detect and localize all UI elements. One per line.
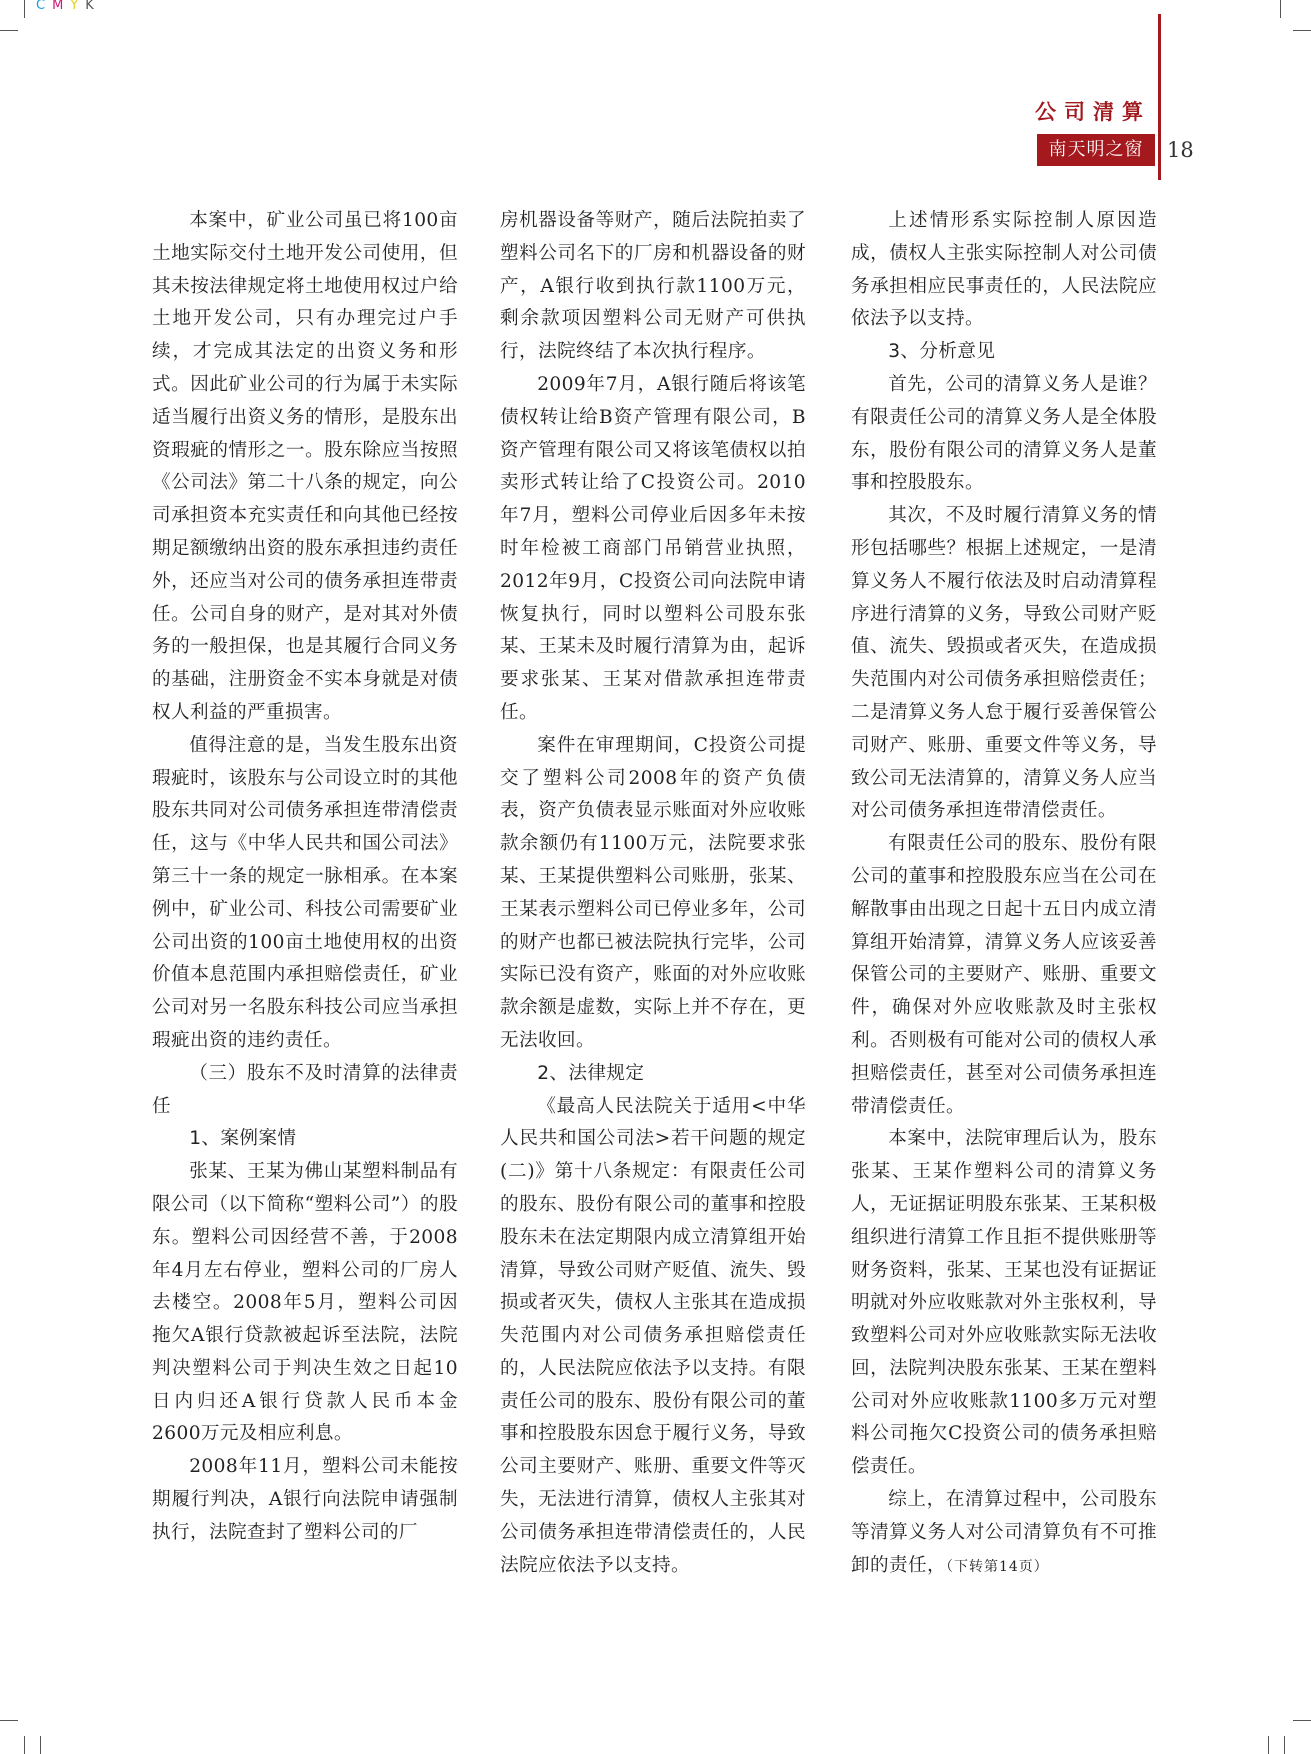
paragraph-text: 上述情形系实际控制人原因造成，债权人主张实际控制人对公司债务承担相应民事责任的，人民法院应依法予以支持。	[851, 210, 1157, 330]
paragraph-text: 综上，在清算过程中，公司股东等清算义务人对公司清算负有不可推卸的责任，	[851, 1489, 1157, 1576]
paragraph	[152, 730, 458, 1058]
crop-mark	[1268, 1736, 1269, 1754]
paragraph-text: 案件在审理期间，C投资公司提交了塑料公司2008年的资产负债表，资产负债表显示账面对外应收账款余额仍有1100万元，法院要求张某、王某提供塑料公司账册，张某、王某表示塑料公司已停业多年，公司的财产也都已被法院执行完毕，公司实际已没有资产，账面的对外应收账款余额是虚数，实际上并不存在，更无法收回。	[500, 734, 806, 1051]
paragraph	[152, 1156, 458, 1451]
paragraph	[851, 1484, 1157, 1583]
crop-mark	[40, 1736, 41, 1754]
cmyk-y: Y	[70, 0, 86, 13]
paragraph-text: （三）股东不及时清算的法律责任	[152, 1062, 458, 1117]
header-vertical-rule	[1158, 14, 1161, 180]
paragraph-text: 本案中，法院审理后认为，股东张某、王某作塑料公司的清算义务人，无证据证明股东张某、王某积极组织进行清算工作且拒不提供账册等财务资料，张某、王某也没有证据证明就对外应收账款对外主张权利，导致塑料公司对外应收账款实际无法收回，法院判决股东张某、王某在塑料公司对外应收账款1100多万元对塑料公司拖欠C投资公司的债务承担赔偿责任。	[851, 1128, 1157, 1478]
paragraph-text: 2009年7月，A银行随后将该笔债权转让给B资产管理有限公司，B资产管理有限公司又将该笔债权以拍卖形式转让给了C投资公司。2010年7月，塑料公司停业后因多年未按时年检被工商部门吊销营业执照，2012年9月，C投资公司向法院申请恢复执行，同时以塑料公司股东张某、王某未及时履行清算为由，起诉要求张某、王某对借款承担连带责任。	[500, 373, 806, 723]
paragraph	[851, 205, 1157, 336]
paragraph	[152, 1451, 458, 1549]
paragraph-text: 2、法律规定	[537, 1062, 645, 1084]
section-heading	[152, 1123, 458, 1156]
paragraph-text: 1、案例案情	[189, 1128, 297, 1150]
subsection-heading	[152, 1058, 458, 1124]
crop-mark	[24, 0, 25, 18]
text-column-2	[500, 205, 806, 1582]
paragraph-text: 值得注意的是，当发生股东出资瑕疵时，该股东与公司设立时的其他股东共同对公司债务承担连带清偿责任，这与《中华人民共和国公司法》第三十一条的规定一脉相承。在本案例中，矿业公司、科技公司需要矿业公司出资的100亩土地使用权的出资价值本息范围内承担赔偿责任，矿业公司对另一名股东科技公司应当承担瑕疵出资的违约责任。	[152, 734, 458, 1051]
text-column-3	[851, 205, 1157, 1583]
text-column-1	[152, 205, 458, 1550]
section-title: 公司清算	[1035, 100, 1151, 124]
paragraph	[851, 500, 1157, 828]
cmyk-color-bar	[36, 0, 101, 13]
page-number: 18	[1167, 138, 1194, 162]
paragraph	[851, 369, 1157, 500]
crop-mark	[1293, 30, 1311, 31]
paragraph-text: 房机器设备等财产，随后法院拍卖了塑料公司名下的厂房和机器设备的财产，A银行收到执行款1100万元，剩余款项因塑料公司无财产可供执行，法院终结了本次执行程序。	[500, 210, 806, 363]
crop-mark	[1280, 0, 1281, 18]
paragraph	[500, 205, 806, 369]
crop-mark	[0, 1720, 18, 1721]
paragraph	[500, 730, 806, 1058]
continued-note: （下转第14页）	[945, 1558, 1049, 1575]
paragraph	[500, 1091, 806, 1583]
paragraph	[851, 828, 1157, 1123]
cmyk-k: K	[85, 0, 101, 13]
paragraph	[851, 1123, 1157, 1484]
crop-mark	[1284, 1736, 1285, 1754]
crop-mark	[24, 1736, 25, 1754]
column-name-badge: 南天明之窗	[1037, 134, 1155, 166]
paragraph-text: 有限责任公司的股东、股份有限公司的董事和控股股东应当在公司在解散事由出现之日起十五日内成立清算组开始清算，清算义务人应该妥善保管公司的主要财产、账册、重要文件，确保对外应收账款及时主张权利。否则极有可能对公司的债权人承担赔偿责任，甚至对公司债务承担连带清偿责任。	[851, 833, 1157, 1117]
paragraph-text: 本案中，矿业公司虽已将100亩土地实际交付土地开发公司使用，但其未按法律规定将土地使用权过户给土地开发公司，只有办理完过户手续，才完成其法定的出资义务和形式。因此矿业公司的行为属于未实际适当履行出资义务的情形，是股东出资瑕疵的情形之一。股东除应当按照《公司法》第二十八条的规定，向公司承担资本充实责任和向其他已经按期足额缴纳出资的股东承担违约责任外，还应当对公司的债务承担连带责任。公司自身的财产，是对其对外债务的一般担保，也是其履行合同义务的基础，注册资金不实本身就是对债权人利益的严重损害。	[152, 210, 458, 723]
section-heading	[851, 336, 1157, 369]
crop-mark	[1293, 1720, 1311, 1721]
paragraph	[152, 205, 458, 730]
paragraph-text: 其次，不及时履行清算义务的情形包括哪些？根据上述规定，一是清算义务人不履行依法及时启动清算程序进行清算的义务，导致公司财产贬值、流失、毁损或者灭失，在造成损失范围内对公司债务承担赔偿责任；二是清算义务人怠于履行妥善保管公司财产、账册、重要文件等义务，导致公司无法清算的，清算义务人应当对公司债务承担连带清偿责任。	[851, 505, 1157, 822]
crop-mark	[0, 30, 18, 31]
cmyk-m: M	[52, 0, 71, 13]
cmyk-c: C	[36, 0, 53, 13]
paragraph-text: 首先，公司的清算义务人是谁？有限责任公司的清算义务人是全体股东，股份有限公司的清算义务人是董事和控股股东。	[851, 373, 1157, 494]
paragraph-text: 2008年11月，塑料公司未能按期履行判决，A银行向法院申请强制执行，法院查封了塑料公司的厂	[152, 1456, 458, 1543]
paragraph-text: 《最高人民法院关于适用<中华人民共和国公司法>若干问题的规定(二)》第十八条规定：有限责任公司的股东、股份有限公司的董事和控股股东未在法定期限内成立清算组开始清算，导致公司财产贬值、流失、毁损或者灭失，债权人主张其在造成损失范围内对公司债务承担赔偿责任的，人民法院应依法予以支持。有限责任公司的股东、股份有限公司的董事和控股股东因怠于履行义务，导致公司主要财产、账册、重要文件等灭失，无法进行清算，债权人主张其对公司债务承担连带清偿责任的，人民法院应依法予以支持。	[500, 1095, 806, 1576]
paragraph	[500, 369, 806, 730]
paragraph-text: 3、分析意见	[888, 341, 996, 363]
paragraph-text: 张某、王某为佛山某塑料制品有限公司（以下简称“塑料公司”）的股东。塑料公司因经营不善，于2008年4月左右停业，塑料公司的厂房人去楼空。2008年5月，塑料公司因拖欠A银行贷款被起诉至法院，法院判决塑料公司于判决生效之日起10日内归还A银行贷款人民币本金2600万元及相应利息。	[152, 1161, 458, 1445]
section-heading	[500, 1058, 806, 1091]
